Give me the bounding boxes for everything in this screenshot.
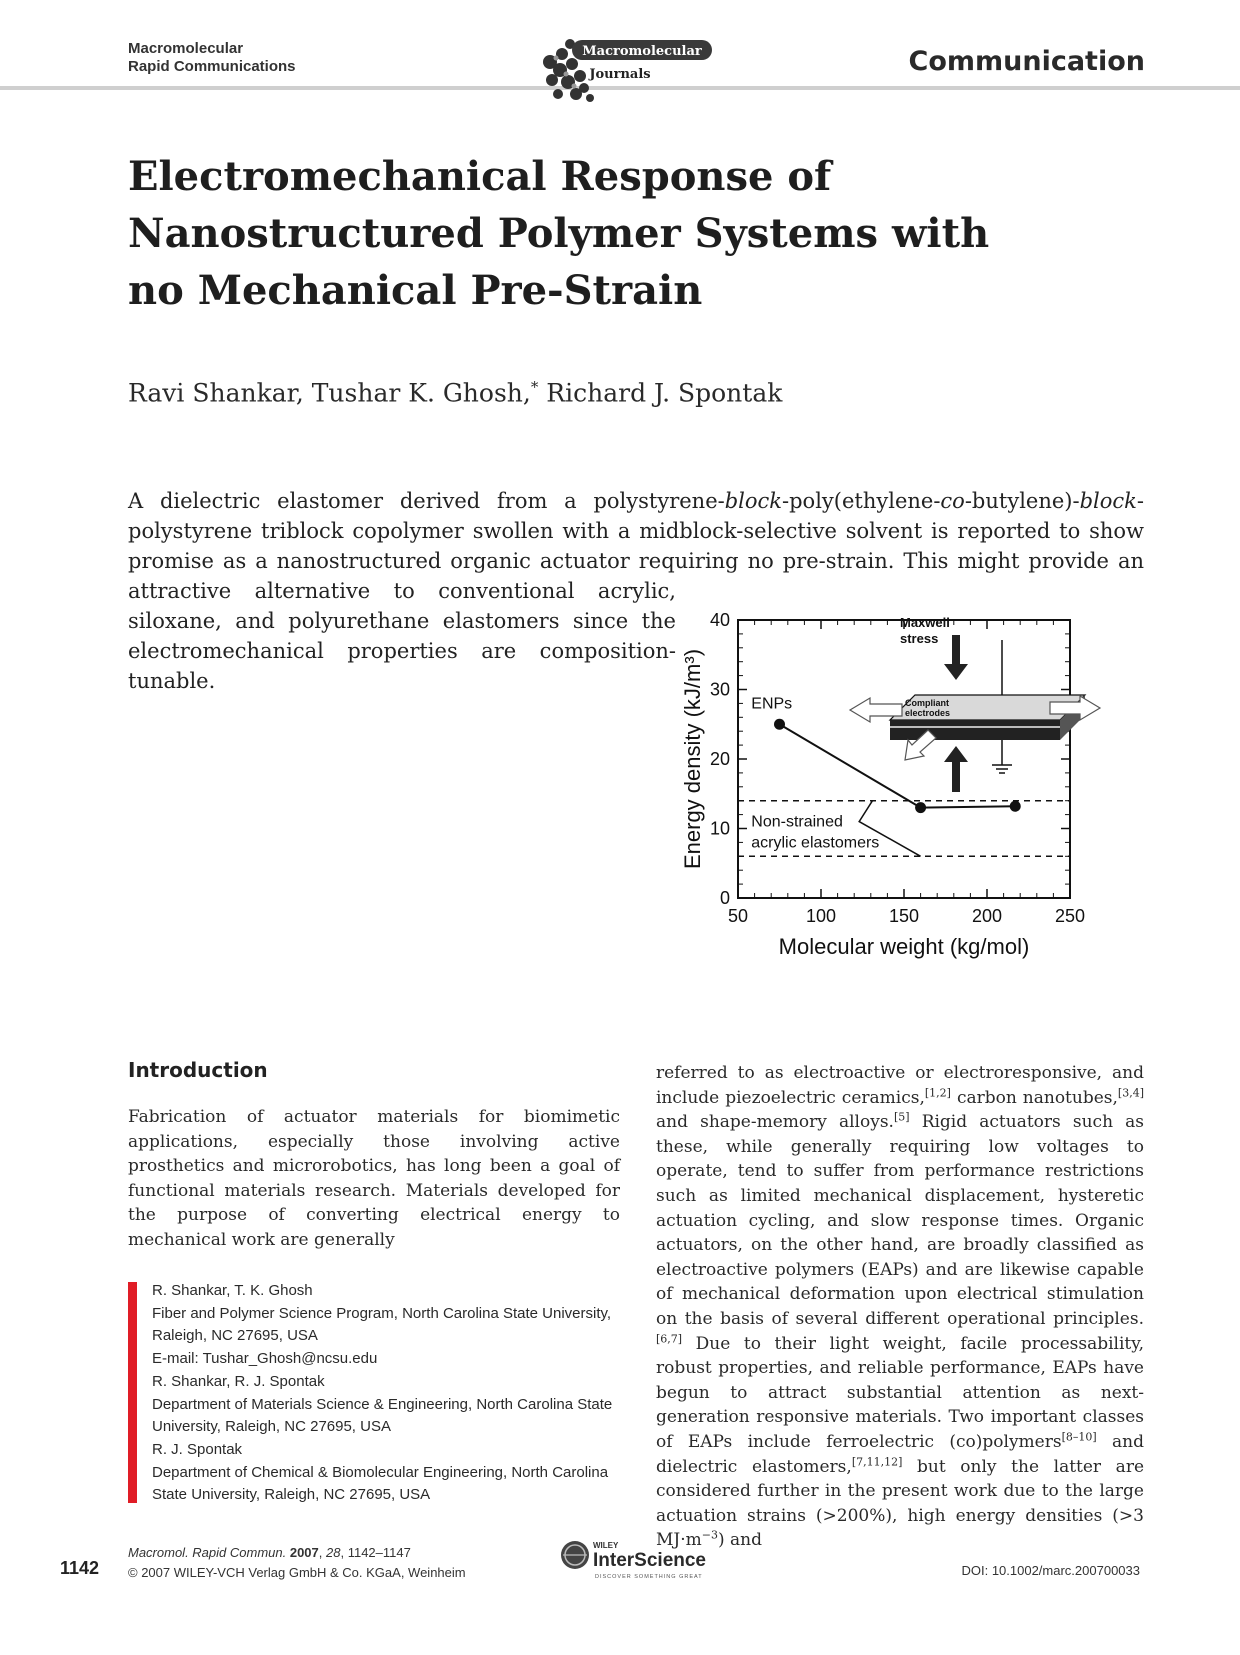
citation-ref[interactable]: [7,11,12] [851,1454,903,1468]
inset-arrow-down-head [944,664,968,680]
cite-pages: , 1142–1147 [340,1545,411,1560]
intro-text: ) and [717,1530,762,1551]
journal-name-line2: Rapid Communications [128,58,296,75]
series-point [1010,801,1021,812]
unit-exponent: −3 [701,1528,718,1542]
chart-y-axis-label: Energy density (kJ/m³) [680,648,705,870]
abstract-italic: block [1079,489,1137,513]
citation-ref[interactable]: [5] [893,1110,910,1124]
affiliation-line: Department of Chemical & Biomolecular Engineering, North Carolina State University, Raleigh, NC 27695, USA [152,1463,609,1504]
footer-citation [128,1543,466,1583]
citation-ref[interactable]: [3,4] [1117,1085,1144,1099]
citation-ref[interactable]: [6,7] [656,1331,683,1345]
inset-label-compliant: Compliant [905,698,949,708]
macromolecular-journals-logo [530,24,720,104]
abstract-span: -polystyrene triblock copolymer swollen with a midblock-selective solvent is reported to show promise as a nanostructured organic actuator requiring no pre-strain. This might provide an [128,489,1144,573]
y-tick-label: 30 [709,679,730,700]
intro-text: but only the latter are considered further in the present work due to the large actuation strains (>200%), high energy densities (>3 MJ·m [656,1456,1145,1551]
affiliation-email[interactable]: E-mail: Tushar_Ghosh@ncsu.edu [152,1350,378,1368]
author-affiliations [152,1280,632,1507]
intro-text: Due to their light weight, facile processability, robust properties, and reliable performance, EAPs have begun to attract substantial attention as next-generation responsive materials. Two important classes of EAPs include ferroelectric (co)polymers [656,1333,1144,1452]
affiliation-accent-bar [128,1282,137,1503]
intro-text: referred to as electroactive or electroresponsive, and include piezoelectric ceramics, [656,1063,1144,1108]
abstract-span: -poly(ethylene- [782,489,941,513]
inset-arrow-up-head [944,746,968,762]
inset-label-electrodes: electrodes [905,708,951,718]
abstract-span: A dielectric elastomer derived from a polystyrene- [128,489,725,513]
y-tick-label: 20 [709,749,730,769]
intro-paragraph-left: Fabrication of actuator materials for biomimetic applications, especially those involving active prosthetics and microrobotics, has long been a goal of functional materials research. Materials developed for the purpose of converting electrical energy to mechanical work are generally [128,1107,620,1250]
inset-arrow-down-shaft [952,635,960,667]
affiliation-line: R. Shankar, R. J. Spontak [152,1372,325,1390]
inset-label-stress: stress [900,631,939,646]
abstract-italic: co [940,489,965,513]
chart-x-axis-label: Molecular weight (kg/mol) [778,934,1030,959]
series-point [774,719,785,730]
abstract-text-bottom: attractive alternative to conventional acrylic, siloxane, and polyurethane elastomers since the electromechanical properties are composition-tunable. [128,579,676,693]
citation-ref[interactable]: [8–10] [1061,1430,1097,1444]
logo-text-macromolecular: Macromolecular [582,44,702,59]
chart-ticks [710,610,1085,926]
journal-name [128,40,296,76]
doi-link[interactable]: DOI: 10.1002/marc.200700033 [961,1563,1140,1578]
logo-wiley-text: WILEY [593,1541,619,1550]
authors-part-2: Richard J. Spontak [538,378,783,408]
affiliation-line: Department of Materials Science & Engineering, North Carolina State University, Raleigh, NC 27695, USA [152,1395,613,1436]
cite-year: 2007 [289,1545,319,1560]
x-tick-label: 50 [727,906,749,926]
affiliation-line: R. Shankar, T. K. Ghosh [152,1282,313,1299]
inset-front-face [890,720,1060,740]
intro-text: and dielectric elastomers, [656,1431,1144,1477]
intro-text: and shape-memory alloys. [656,1112,894,1133]
article-title: Electromechanical Response of Nanostructured Polymer Systems with no Mechanical Pre-Strain [128,153,990,314]
series-point [915,802,926,813]
intro-text: Rigid actuators such as these, while generally requiring low voltages to operate, tend to suffer from performance restrictions such as limited mechanical displacement, hysteretic actuation cycling, and slow response times. Organic actuators, on the other hand, are broadly classified as electroactive polymers (EAPs) and are likewise capable of mechanical deformation upon electrical stimulation on the basis of several different operational principles. [656,1112,1145,1329]
x-tick-label: 100 [805,906,837,926]
cite-volume: 28 [326,1545,341,1560]
actuator-inset-diagram [850,615,1100,792]
x-tick-label: 150 [888,906,920,926]
intro-paragraph-right [656,1061,1144,1553]
copyright-line: © 2007 WILEY-VCH Verlag GmbH & Co. KGaA, Weinheim [128,1565,466,1580]
wiley-interscience-logo [555,1533,735,1583]
abstract-text-top [128,486,1144,576]
journal-name-line1: Macromolecular [128,40,244,57]
band-label-line1: Non-strained [751,813,843,831]
affiliation-line: R. J. Spontak [152,1440,243,1458]
logo-text-journals: Journals [589,67,651,82]
logo-interscience-text: InterScience [593,1550,706,1571]
y-tick-label: 40 [709,610,730,630]
authors-part-1: Ravi Shankar, Tushar K. Ghosh, [128,378,531,408]
citation-ref[interactable]: [1,2] [924,1085,951,1099]
section-heading-introduction: Introduction [128,1058,268,1082]
logo-tagline: DISCOVER SOMETHING GREAT [595,1574,703,1580]
inset-label-maxwell: Maxwell [900,615,950,630]
y-tick-label: 10 [709,818,730,839]
page-number: 1142 [60,1558,100,1578]
y-tick-label: 0 [719,888,730,908]
energy-density-chart [680,600,1150,1000]
page-header [0,0,1240,100]
section-label: Communication [908,46,1145,77]
affiliation-line: Fiber and Polymer Science Program, North Carolina State University, Raleigh, NC 27695, USA [152,1304,612,1345]
author-list [128,378,782,407]
citation-line: Macromol. Rapid Commun. 2007, 28, 1142–1147 [128,1545,411,1560]
corresponding-author-mark: * [530,378,539,396]
x-tick-label: 250 [1054,906,1086,926]
abstract-span: -butylene)- [964,489,1080,513]
cite-journal: Macromol. Rapid Commun. [128,1545,287,1560]
band-label-line2: acrylic elastomers [751,834,880,852]
intro-text: carbon nanotubes, [950,1087,1118,1108]
inset-arrow-up-shaft [952,760,960,792]
abstract-italic: block [724,489,783,513]
x-tick-label: 200 [971,906,1003,926]
series-label: ENPs [751,695,793,713]
